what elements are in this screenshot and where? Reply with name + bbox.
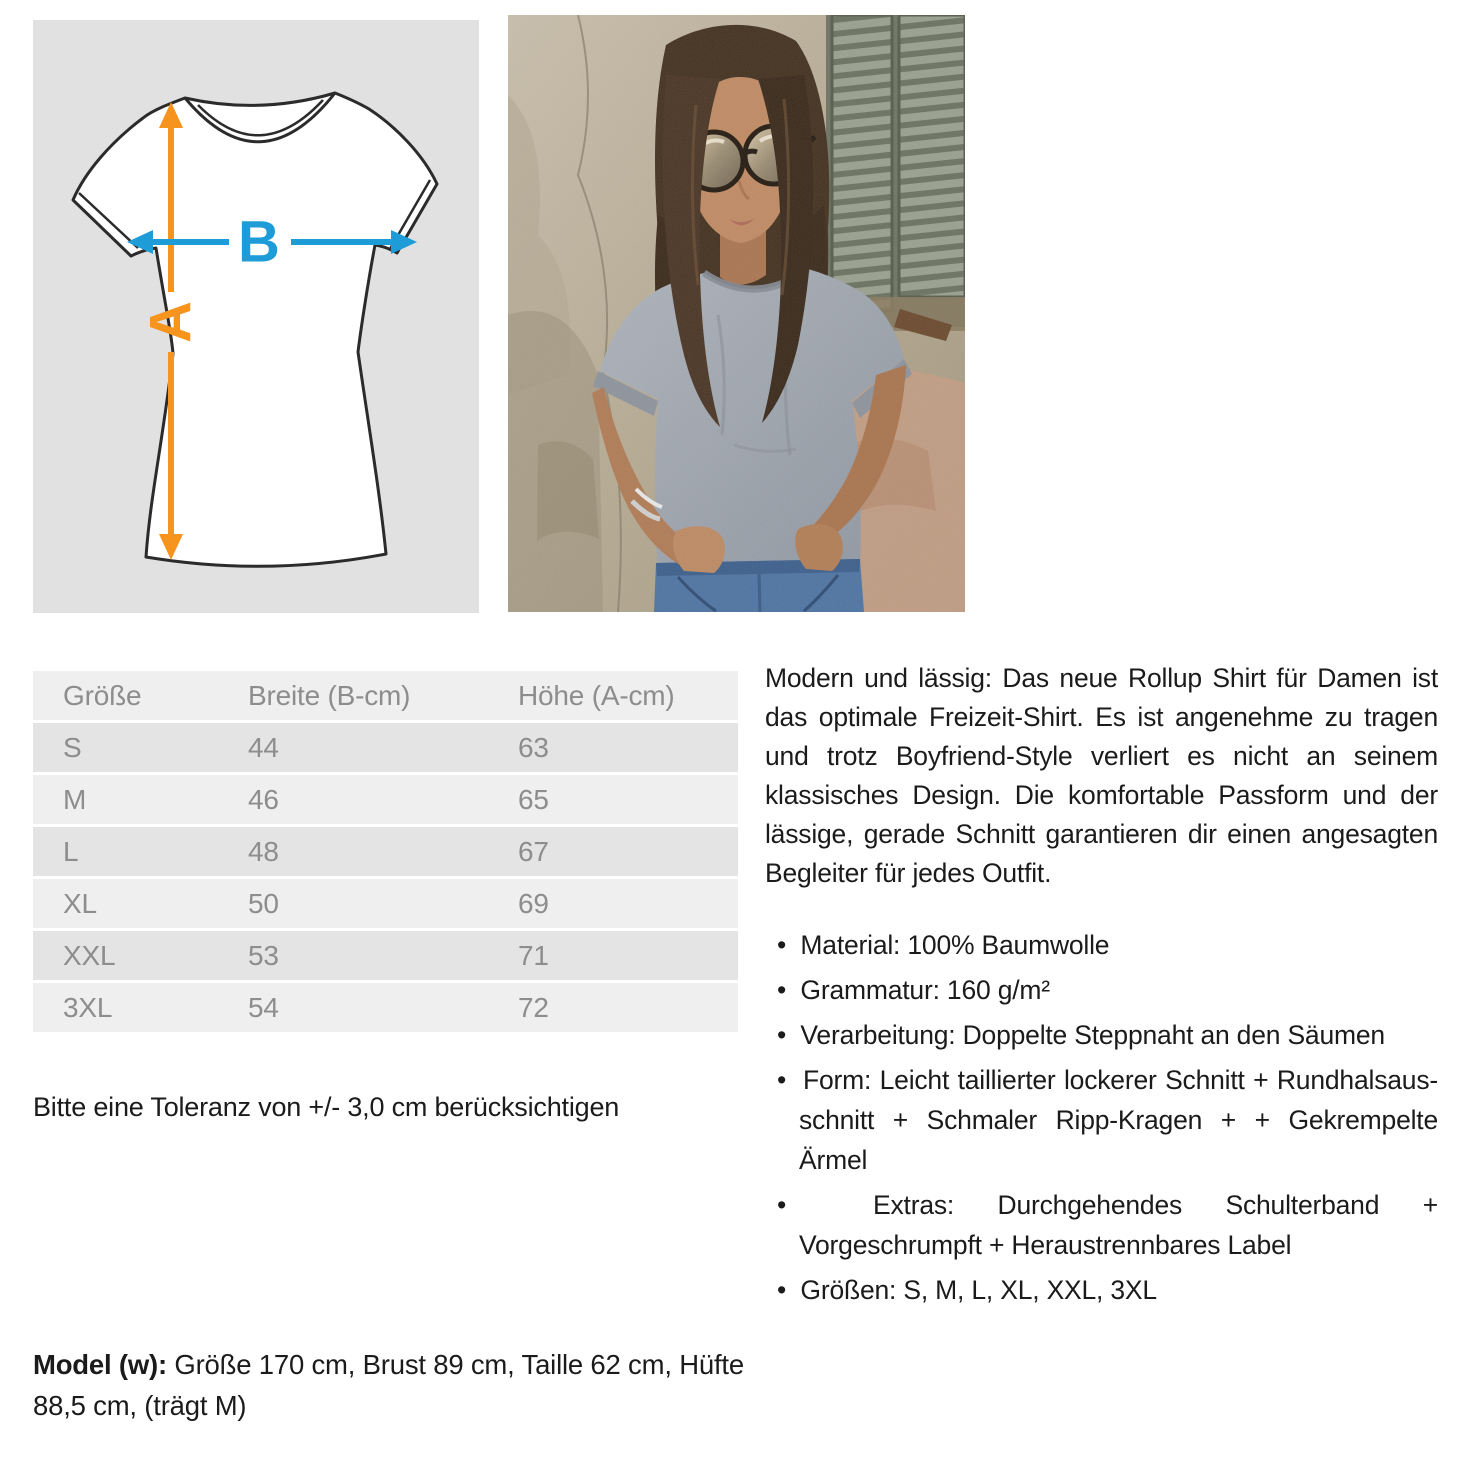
tolerance-note: Bitte eine Toleranz von +/- 3,0 cm berücksichtigen <box>33 1092 620 1122</box>
model-info-label: Model (w): <box>33 1349 167 1380</box>
cell-size: M <box>63 784 87 815</box>
product-photo <box>508 15 965 612</box>
cell-size: S <box>63 732 82 763</box>
table-row-s <box>33 723 738 772</box>
cell-breite: 46 <box>248 784 279 815</box>
cell-breite: 50 <box>248 888 279 919</box>
product-description: Modern und lässig: Das neue Rollup Shirt für Damen ist das optimale Freizeit-Shirt. Es ist angenehme zu tragen und trotz Boyfriend-Style verliert es nicht an seinem klassisches Design. Die komfortable Passform und der lässige, gerade Schnitt garantieren dir einen angesagten Begleiter für jedes Outfit. <box>765 663 1438 888</box>
size-diagram-panel <box>33 20 479 613</box>
feature-groessen: • Größen: S, M, L, XL, XXL, 3XL <box>765 1270 1438 1310</box>
cell-size: XL <box>63 888 97 919</box>
product-details-column <box>765 659 1438 1315</box>
cell-size: 3XL <box>63 992 113 1023</box>
header-breite: Breite (B-cm) <box>248 680 411 711</box>
cell-breite: 53 <box>248 940 279 971</box>
product-photo-illustration <box>508 15 965 612</box>
cell-hoehe: 72 <box>518 992 549 1023</box>
table-row-3xl <box>33 983 738 1032</box>
feature-verarbeitung: • Verarbeitung: Doppelte Steppnaht an den Säumen <box>765 1015 1438 1055</box>
table-row-m <box>33 775 738 824</box>
cell-breite: 48 <box>248 836 279 867</box>
model-info <box>33 1344 763 1426</box>
header-hoehe: Höhe (A-cm) <box>518 680 675 711</box>
feature-list <box>765 925 1438 1310</box>
cell-breite: 54 <box>248 992 279 1023</box>
feature-material: • Material: 100% Baumwolle <box>765 925 1438 965</box>
cell-hoehe: 69 <box>518 888 549 919</box>
model-info-text: Größe 170 cm, Brust 89 cm, Taille 62 cm, Hüfte 88,5 cm, (trägt M) <box>33 1349 744 1421</box>
cell-hoehe: 65 <box>518 784 549 815</box>
table-row-xl <box>33 879 738 928</box>
size-table <box>33 671 738 1035</box>
cell-hoehe: 67 <box>518 836 549 867</box>
table-row-xxl <box>33 931 738 980</box>
cell-breite: 44 <box>248 732 279 763</box>
cell-size: XXL <box>63 940 116 971</box>
feature-grammatur: • Grammatur: 160 g/m² <box>765 970 1438 1010</box>
feature-form: • Form: Leicht taillierter lockerer Schnitt + Rundhalsaus-schnitt + Schmaler Ripp-Kragen + + Gekrempelte Ärmel <box>765 1060 1438 1180</box>
table-row-l <box>33 827 738 876</box>
cell-hoehe: 71 <box>518 940 549 971</box>
size-diagram <box>33 20 479 613</box>
cell-hoehe: 63 <box>518 732 549 763</box>
header-groesse: Größe <box>63 680 142 711</box>
photo-grain <box>508 15 965 612</box>
cell-size: L <box>63 836 79 867</box>
size-table-header-row <box>33 671 738 720</box>
height-label-a: A <box>138 301 204 343</box>
feature-extras: • Extras: Durchgehendes Schulterband + Vorgeschrumpft + Heraustrennbares Label <box>765 1185 1438 1265</box>
width-label-b: B <box>238 209 280 275</box>
